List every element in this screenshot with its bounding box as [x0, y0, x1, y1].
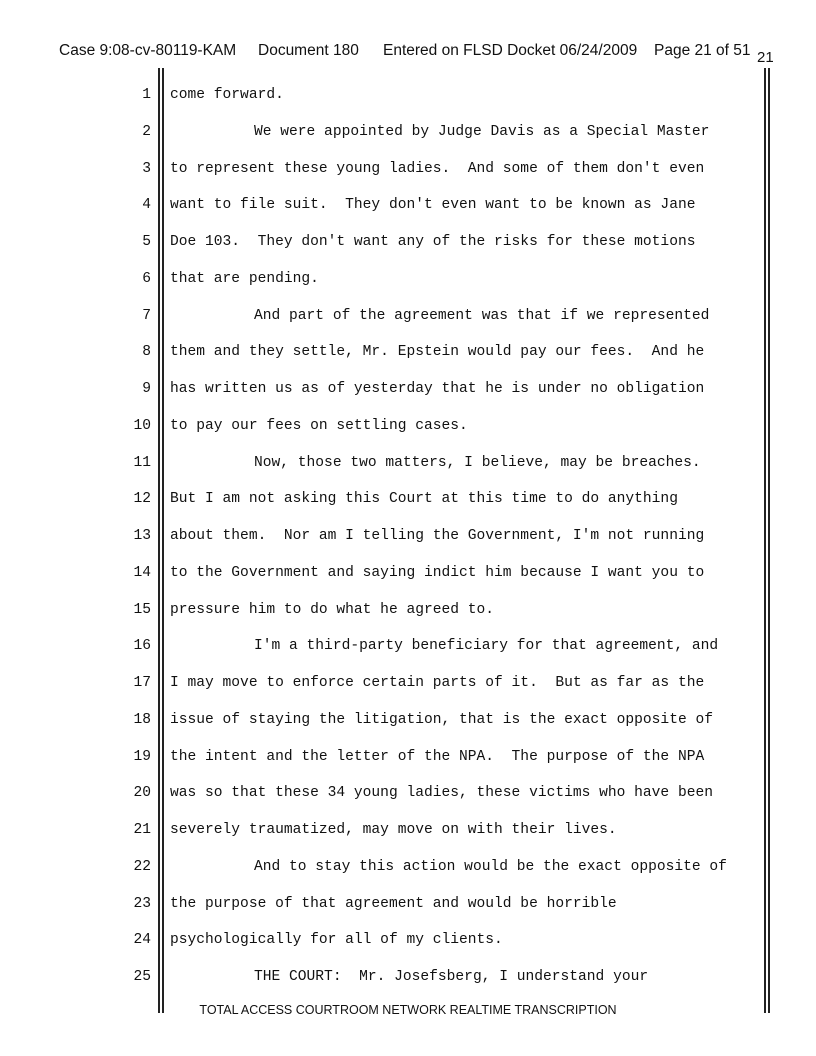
line-text: Now, those two matters, I believe, may be breaches. — [254, 454, 701, 471]
transcript-line — [0, 344, 816, 364]
line-text: issue of staying the litigation, that is the exact opposite of — [170, 711, 713, 728]
transcript-line — [0, 124, 816, 144]
line-text: pressure him to do what he agreed to. — [170, 601, 495, 618]
transcript-line — [0, 785, 816, 805]
line-number: 18 — [133, 711, 151, 728]
line-text: come forward. — [170, 87, 284, 103]
transcript-line — [0, 896, 816, 916]
line-text: I'm a third-party beneficiary for that agreement, and — [254, 638, 719, 655]
footer-caption: TOTAL ACCESS COURTROOM NETWORK REALTIME TRANSCRIPTION — [199, 1003, 617, 1017]
transcript-line — [0, 969, 816, 989]
transcript-line — [0, 932, 816, 952]
transcript-line — [0, 749, 816, 769]
transcript-line — [0, 675, 816, 695]
line-text: about them. Nor am I telling the Government, I'm not running — [170, 528, 705, 544]
line-text: And part of the agreement was that if we represented — [254, 307, 710, 324]
transcript-line — [0, 418, 816, 438]
line-text: the purpose of that agreement and would be horrible — [170, 895, 617, 912]
line-number: 12 — [133, 491, 151, 508]
line-number: 14 — [133, 564, 151, 581]
line-number: 11 — [133, 454, 151, 471]
transcript-line — [0, 455, 816, 475]
line-text: want to file suit. They don't even want to be known as Jane — [170, 197, 696, 214]
line-text: to the Government and saying indict him because I want you to — [170, 564, 705, 581]
line-text: Doe 103. They don't want any of the risks for these motions — [170, 234, 696, 250]
line-number: 7 — [142, 307, 151, 324]
line-number: 17 — [133, 675, 151, 691]
page-of-total: Page 21 of 51 — [654, 42, 751, 59]
line-number: 5 — [142, 234, 151, 250]
line-number: 20 — [133, 785, 151, 802]
line-text: was so that these 34 young ladies, these victims who have been — [170, 785, 713, 802]
transcript-line — [0, 602, 816, 622]
transcript-line — [0, 712, 816, 732]
line-number: 22 — [133, 858, 151, 875]
line-text: has written us as of yesterday that he is under no obligation — [170, 381, 705, 397]
line-text: severely traumatized, may move on with their lives. — [170, 822, 617, 838]
line-number: 3 — [142, 160, 151, 177]
line-number: 25 — [133, 969, 151, 985]
transcript-line — [0, 491, 816, 511]
line-text: We were appointed by Judge Davis as a Special Master — [254, 123, 710, 140]
line-number: 4 — [142, 197, 151, 214]
docket-entry: Entered on FLSD Docket 06/24/2009 — [383, 42, 638, 59]
line-number: 8 — [142, 344, 151, 361]
transcript-line — [0, 197, 816, 217]
line-text: the intent and the letter of the NPA. The purpose of the NPA — [170, 748, 705, 765]
line-text: I may move to enforce certain parts of it. But as far as the — [170, 675, 705, 691]
line-text: to represent these young ladies. And some of them don't even — [170, 160, 705, 177]
line-text: to pay our fees on settling cases. — [170, 417, 468, 434]
transcript-line — [0, 234, 816, 254]
line-number: 15 — [133, 601, 151, 618]
line-text: And to stay this action would be the exact opposite of — [254, 858, 727, 875]
transcript-line — [0, 638, 816, 658]
transcript-line — [0, 822, 816, 842]
transcript-line — [0, 528, 816, 548]
line-number: 1 — [142, 87, 151, 103]
line-number: 13 — [133, 528, 151, 544]
line-text: THE COURT: Mr. Josefsberg, I understand your — [254, 969, 649, 985]
line-text: psychologically for all of my clients. — [170, 932, 503, 949]
line-text: that are pending. — [170, 270, 319, 287]
line-number: 6 — [142, 270, 151, 287]
line-number: 21 — [133, 822, 151, 838]
transcript-line — [0, 859, 816, 879]
line-text: But I am not asking this Court at this time to do anything — [170, 491, 678, 508]
line-number: 23 — [133, 895, 151, 912]
line-number: 9 — [142, 381, 151, 397]
line-number: 16 — [133, 638, 151, 655]
transcript-line — [0, 381, 816, 401]
transcript-line — [0, 271, 816, 291]
line-number: 24 — [133, 932, 151, 949]
document-number: Document 180 — [258, 42, 359, 59]
transcript-line — [0, 565, 816, 585]
line-text: them and they settle, Mr. Epstein would pay our fees. And he — [170, 344, 705, 361]
line-number: 10 — [133, 417, 151, 434]
page-number: 21 — [757, 49, 774, 66]
transcript-line — [0, 87, 816, 107]
transcript-line — [0, 161, 816, 181]
line-number: 2 — [142, 123, 151, 140]
line-number: 19 — [133, 748, 151, 765]
transcript-line — [0, 308, 816, 328]
case-number: Case 9:08-cv-80119-KAM — [59, 42, 237, 59]
